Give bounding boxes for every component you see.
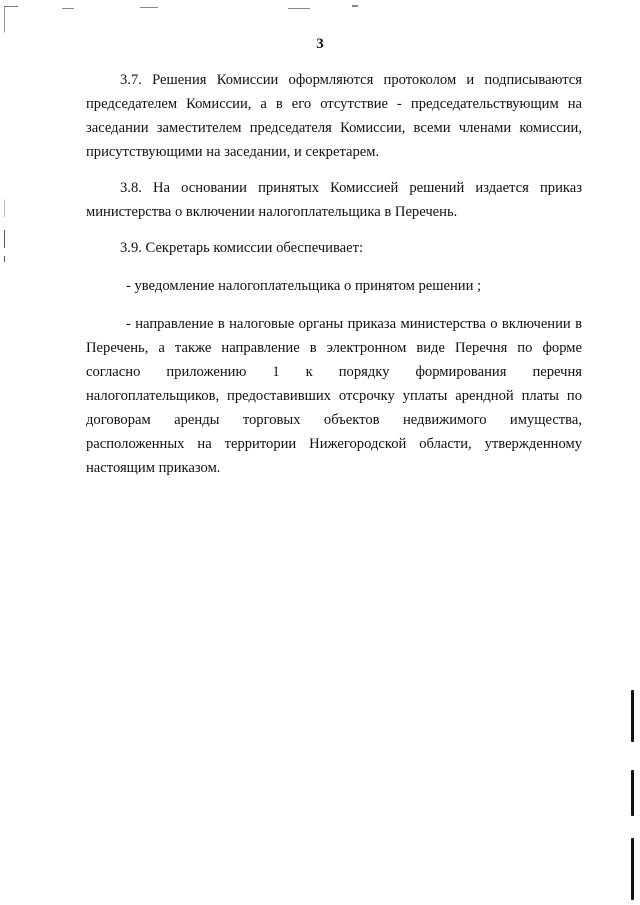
list-item-direction: - направление в налоговые органы приказа министерства о включении в Перечень, а также направление в электронном виде Перечня по форме согласно приложению 1 к порядку формирования перечня налогоплательщиков, предоставивших отсрочку уплаты арендной платы по договорам аренды торговых объектов недвижимого имущества, расположенных на территории Нижегородской области, утвержденному настоящим приказом. — [86, 316, 582, 476]
scan-bar-artifact — [631, 770, 634, 816]
scan-mark — [140, 7, 158, 8]
document-body — [86, 68, 582, 480]
paragraph-3-8: 3.8. На основании принятых Комиссией решений издается приказ министерства о включении налогоплательщика в Перечень. — [86, 180, 582, 220]
scan-bar-artifact — [631, 690, 634, 742]
scan-mark — [4, 230, 5, 248]
list-item-notification: - уведомление налогоплательщика о принятом решении ; — [126, 278, 482, 294]
scan-mark — [62, 8, 74, 9]
scan-bar-artifact — [631, 838, 634, 900]
scan-mark — [288, 8, 310, 9]
paragraph-3-9: 3.9. Секретарь комиссии обеспечивает: — [120, 240, 364, 256]
scan-edge-artifact — [4, 6, 5, 886]
scan-mark — [4, 256, 5, 262]
paragraph-3-7: 3.7. Решения Комиссии оформляются протоколом и подписываются председателем Комиссии, а в его отсутствие - председательствующим на заседании заместителем председателя Комиссии, всеми членами комиссии, присутствующими на заседании, и секретарем. — [86, 72, 582, 160]
scan-corner-artifact — [4, 6, 18, 7]
page-number: 3 — [316, 36, 324, 52]
scan-mark — [352, 5, 358, 7]
